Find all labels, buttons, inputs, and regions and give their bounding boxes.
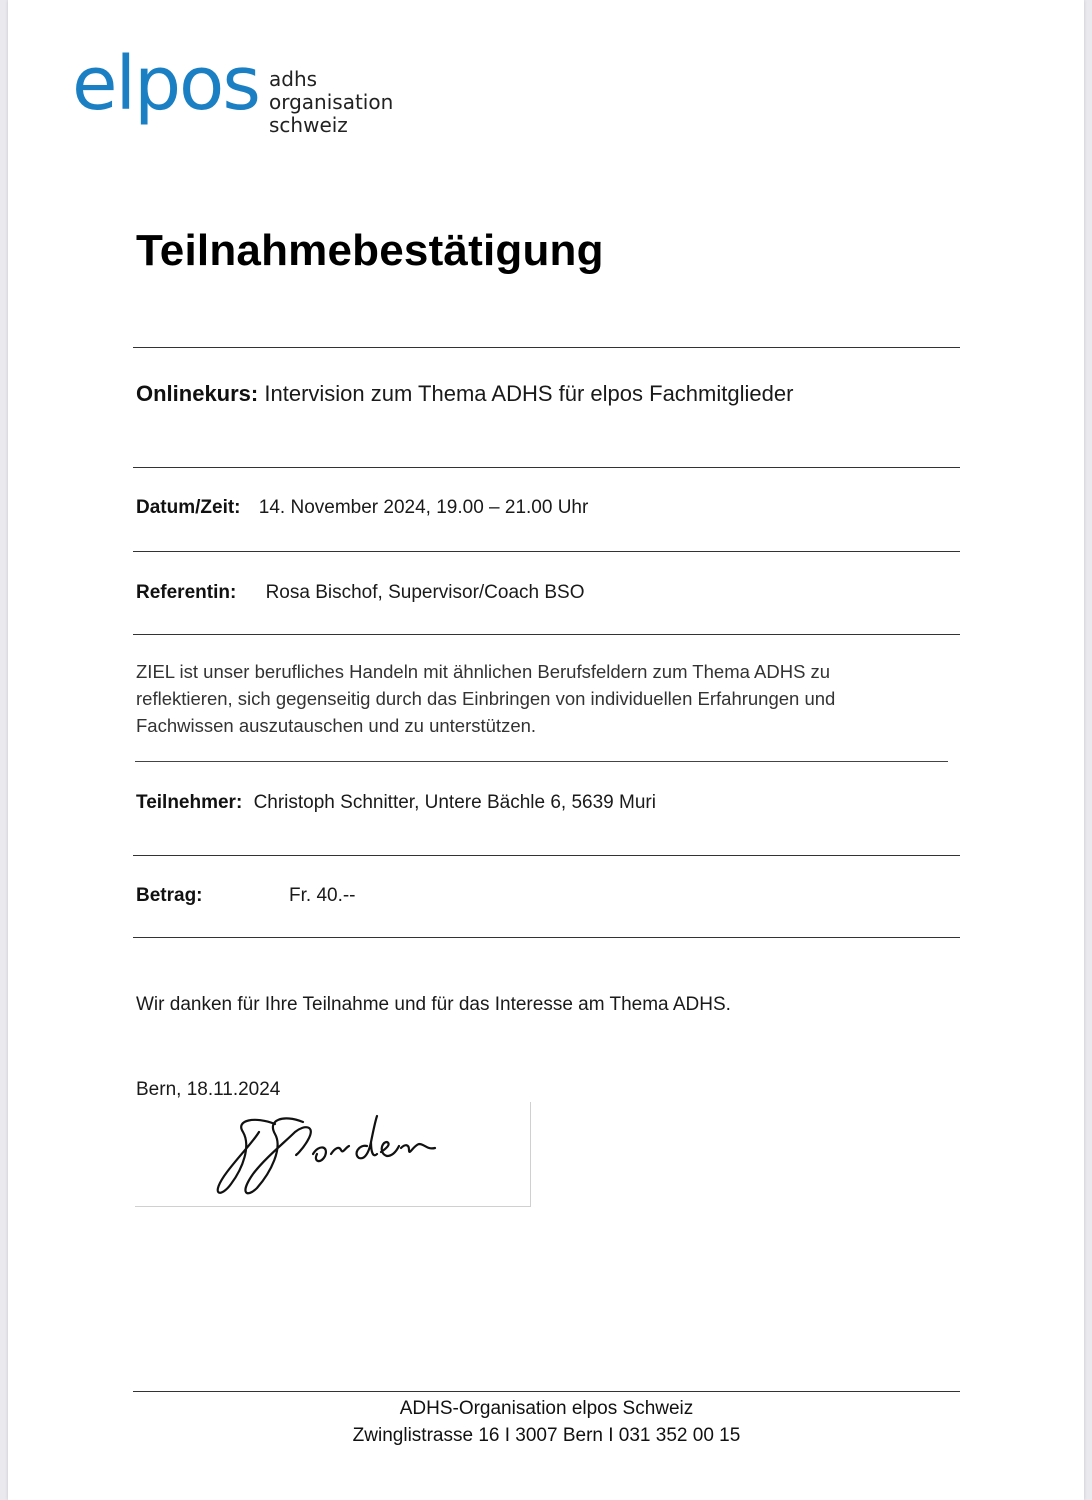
divider: [133, 551, 960, 552]
participant-row: [136, 792, 656, 814]
speaker-label: Referentin:: [136, 582, 237, 603]
logo-subtitle: [269, 68, 393, 137]
logo-line-organisation: organisation: [269, 90, 394, 114]
date-label: Datum/Zeit:: [136, 497, 241, 518]
course-label: Onlinekurs:: [136, 381, 259, 406]
amount-label: Betrag:: [136, 885, 203, 906]
logo-line-adhs: adhs: [269, 67, 318, 91]
amount-value: Fr. 40.--: [289, 885, 356, 906]
footer-address: Zwinglistrasse 16 I 3007 Bern I 031 352 00 15: [352, 1425, 741, 1446]
thanks-text: Wir danken für Ihre Teilnahme und für das Interesse am Thema ADHS.: [136, 994, 731, 1015]
logo-line-schweiz: schweiz: [269, 113, 348, 137]
divider: [133, 855, 960, 856]
signature-box: [135, 1102, 531, 1207]
document-title: Teilnahmebestätigung: [136, 226, 604, 275]
course-value: Intervision zum Thema ADHS für elpos Fachmitglieder: [264, 381, 794, 406]
divider: [133, 467, 960, 468]
goal-paragraph: [136, 658, 936, 739]
footer-divider: [133, 1391, 960, 1392]
handwritten-signature: [135, 1102, 530, 1206]
participant-label: Teilnehmer:: [136, 792, 243, 813]
goal-line: Fachwissen auszutauschen und zu unterstützen.: [136, 715, 537, 736]
speaker-row: [136, 582, 585, 604]
elpos-logo-wordmark: elpos: [72, 41, 259, 127]
participant-value: Christoph Schnitter, Untere Bächle 6, 5639 Muri: [253, 792, 656, 813]
goal-line: ZIEL ist unser berufliches Handeln mit ähnlichen Berufsfeldern zum Thema ADHS zu: [136, 661, 831, 682]
amount-row: [136, 885, 203, 907]
underscore-divider: [135, 761, 948, 762]
date-row: [136, 497, 588, 519]
divider: [133, 937, 960, 938]
divider: [133, 634, 960, 635]
speaker-value: Rosa Bischof, Supervisor/Coach BSO: [265, 582, 585, 603]
document-page: [8, 0, 1084, 1500]
footer-org-name: ADHS-Organisation elpos Schweiz: [399, 1398, 694, 1419]
goal-line: reflektieren, sich gegenseitig durch das Einbringen von individuellen Erfahrungen und: [136, 688, 836, 709]
date-value: 14. November 2024, 19.00 – 21.00 Uhr: [258, 497, 589, 518]
place-date: Bern, 18.11.2024: [136, 1079, 281, 1100]
course-row: [136, 381, 793, 407]
divider: [133, 347, 960, 348]
